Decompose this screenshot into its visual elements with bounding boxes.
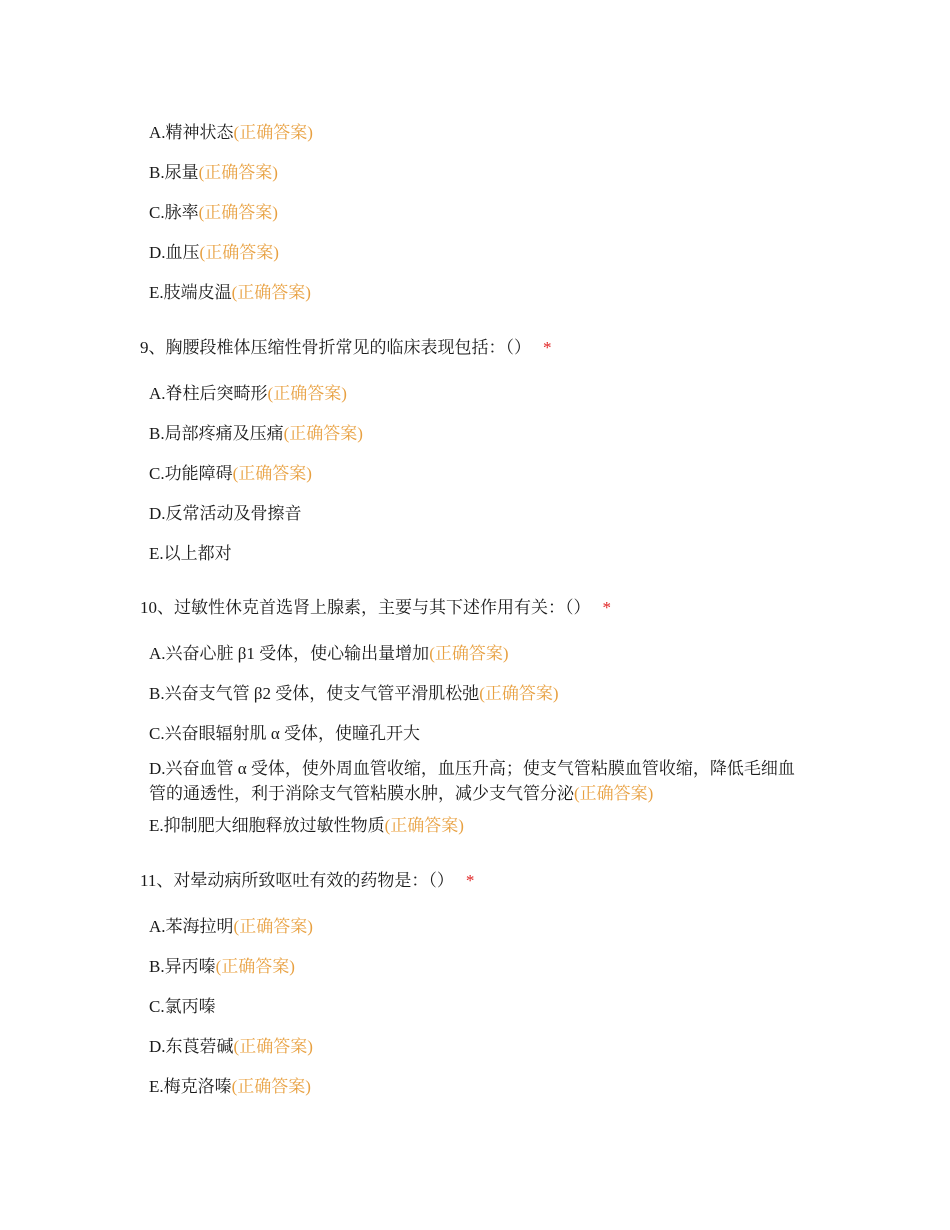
correct-answer-tag: (正确答案)	[283, 424, 363, 443]
option-9-d	[149, 502, 809, 526]
option-10-b	[149, 682, 809, 706]
option-10-d	[149, 756, 801, 806]
correct-answer-tag: (正确答案)	[198, 203, 278, 222]
question-9-title	[140, 336, 552, 360]
question-text: 11、对晕动病所致呕吐有效的药物是：（）	[140, 871, 454, 890]
option-8-b	[149, 161, 809, 185]
correct-answer-tag: (正确答案)	[233, 917, 313, 936]
question-text: 10、过敏性休克首选肾上腺素，主要与其下述作用有关：（）	[140, 598, 591, 617]
correct-answer-tag: (正确答案)	[384, 816, 464, 835]
correct-answer-tag: (正确答案)	[429, 644, 509, 663]
option-text: A.苯海拉明	[149, 917, 234, 936]
option-8-e	[149, 281, 809, 305]
option-11-d	[149, 1035, 809, 1059]
option-11-a	[149, 915, 809, 939]
option-text: A.兴奋心脏 β1 受体，使心输出量增加	[149, 644, 430, 663]
option-text: E.抑制肥大细胞释放过敏性物质	[149, 816, 385, 835]
option-10-a	[149, 642, 809, 666]
question-11-title	[140, 869, 474, 893]
option-10-e	[149, 814, 809, 838]
option-text: D.反常活动及骨擦音	[149, 504, 302, 523]
correct-answer-tag: (正确答案)	[232, 464, 312, 483]
option-text: A.精神状态	[149, 123, 234, 142]
option-11-c	[149, 995, 809, 1019]
correct-answer-tag: (正确答案)	[267, 384, 347, 403]
option-9-b	[149, 422, 809, 446]
question-10-title	[140, 596, 611, 620]
required-asterisk: *	[602, 598, 611, 617]
option-8-c	[149, 201, 809, 225]
option-text: E.以上都对	[149, 544, 232, 563]
option-8-d	[149, 241, 809, 265]
required-asterisk: *	[465, 871, 475, 890]
option-11-e	[149, 1075, 809, 1099]
option-text: E.梅克洛嗪	[149, 1077, 232, 1096]
option-text: E.肢端皮温	[149, 283, 232, 302]
correct-answer-tag: (正确答案)	[574, 784, 654, 803]
option-text: D.东莨菪碱	[149, 1037, 234, 1056]
option-text: D.兴奋血管 α 受体，使外周血管收缩，血压升高；使支气管粘膜血管收缩，降低毛细血管的通透性，利于消除支气管粘膜水肿，减少支气管分泌	[149, 759, 795, 803]
option-text: C.氯丙嗪	[149, 997, 216, 1016]
option-text: B.局部疼痛及压痛	[149, 424, 284, 443]
correct-answer-tag: (正确答案)	[233, 1037, 313, 1056]
option-text: D.血压	[149, 243, 200, 262]
option-9-c	[149, 462, 809, 486]
option-8-a	[149, 121, 809, 145]
option-10-c	[149, 722, 809, 746]
option-text: C.兴奋眼辐射肌 α 受体，使瞳孔开大	[149, 724, 420, 743]
required-asterisk: *	[543, 338, 552, 357]
option-11-b	[149, 955, 809, 979]
correct-answer-tag: (正确答案)	[231, 283, 311, 302]
option-9-a	[149, 382, 809, 406]
option-text: B.兴奋支气管 β2 受体，使支气管平滑肌松弛	[149, 684, 480, 703]
correct-answer-tag: (正确答案)	[215, 957, 295, 976]
option-text: C.脉率	[149, 203, 199, 222]
correct-answer-tag: (正确答案)	[231, 1077, 311, 1096]
question-text: 9、胸腰段椎体压缩性骨折常见的临床表现包括：（）	[140, 338, 531, 357]
correct-answer-tag: (正确答案)	[233, 123, 313, 142]
option-9-e	[149, 542, 809, 566]
correct-answer-tag: (正确答案)	[479, 684, 559, 703]
option-text: B.尿量	[149, 163, 199, 182]
correct-answer-tag: (正确答案)	[199, 243, 279, 262]
option-text: C.功能障碍	[149, 464, 233, 483]
option-text: B.异丙嗪	[149, 957, 216, 976]
option-text: A.脊柱后突畸形	[149, 384, 268, 403]
correct-answer-tag: (正确答案)	[198, 163, 278, 182]
